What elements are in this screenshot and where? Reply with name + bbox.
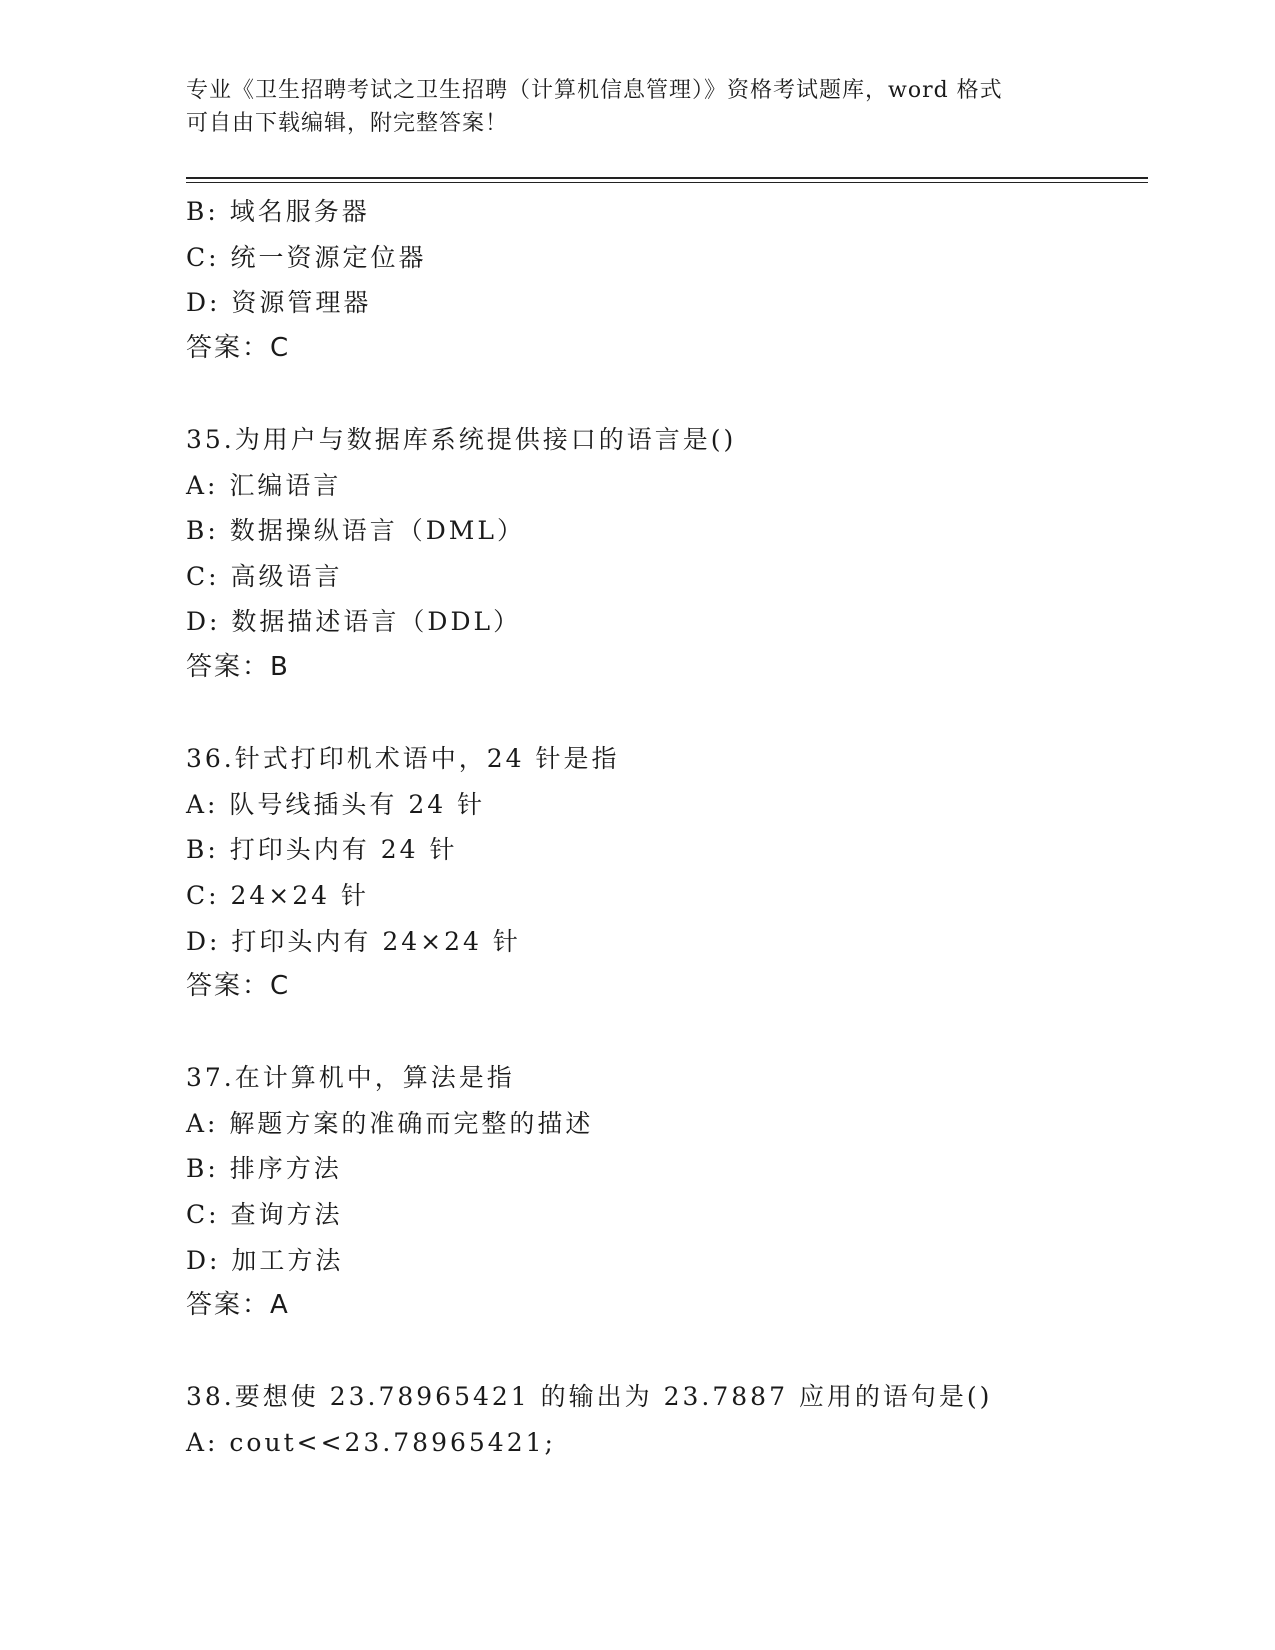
spacer: [186, 1010, 1146, 1056]
question-stem: 37.在计算机中，算法是指: [186, 1063, 515, 1093]
header-line-1: 专业《卫生招聘考试之卫生招聘（计算机信息管理）》资格考试题库，word 格式: [186, 78, 1003, 103]
option-b: B: 域名服务器: [186, 197, 370, 226]
option-d: D: 打印头内有 24×24 针: [186, 926, 521, 956]
question-stem: 38.要想使 23.78965421 的输出为 23.7887 应用的语句是(): [186, 1382, 993, 1412]
spacer: [186, 1329, 1146, 1375]
answer-line: 答案：B: [186, 651, 290, 682]
option-c: C: 统一资源定位器: [186, 242, 427, 272]
option-a: A: 队号线插头有 24 针: [186, 789, 486, 819]
document-header: [186, 74, 1066, 140]
header-divider-thin: [186, 182, 1148, 183]
option-a: A: 解题方案的准确而完整的描述: [186, 1108, 594, 1138]
option-a: A: cout<<23.78965421;: [186, 1428, 556, 1458]
question-list: [186, 189, 1146, 1466]
spacer: [186, 371, 1146, 417]
option-d: D: 数据描述语言（DDL）: [186, 607, 522, 637]
option-c: C: 24×24 针: [186, 880, 370, 910]
question-35: [186, 417, 1146, 691]
question-stem: 35.为用户与数据库系统提供接口的语言是(): [186, 424, 737, 454]
option-d: D: 资源管理器: [186, 288, 372, 318]
header-line-2: 可自由下载编辑，附完整答案！: [186, 111, 509, 136]
answer-line: 答案：A: [186, 1290, 290, 1321]
option-a: A: 汇编语言: [186, 470, 342, 500]
option-b: B: 数据操纵语言（DML）: [186, 516, 525, 546]
question-37: [186, 1055, 1146, 1329]
header-divider-thick: [186, 177, 1148, 179]
question-36: [186, 736, 1146, 1010]
option-c: C: 查询方法: [186, 1200, 343, 1230]
answer-line: 答案：C: [186, 332, 291, 363]
option-c: C: 高级语言: [186, 561, 343, 591]
question-stem: 36.针式打印机术语中，24 针是指: [186, 744, 620, 774]
option-d: D: 加工方法: [186, 1245, 344, 1275]
option-b: B: 排序方法: [186, 1154, 342, 1184]
spacer: [186, 691, 1146, 737]
option-b: B: 打印头内有 24 针: [186, 835, 458, 865]
question-38: [186, 1374, 1146, 1465]
answer-line: 答案：C: [186, 971, 291, 1002]
question-34-continued: [186, 189, 1146, 371]
